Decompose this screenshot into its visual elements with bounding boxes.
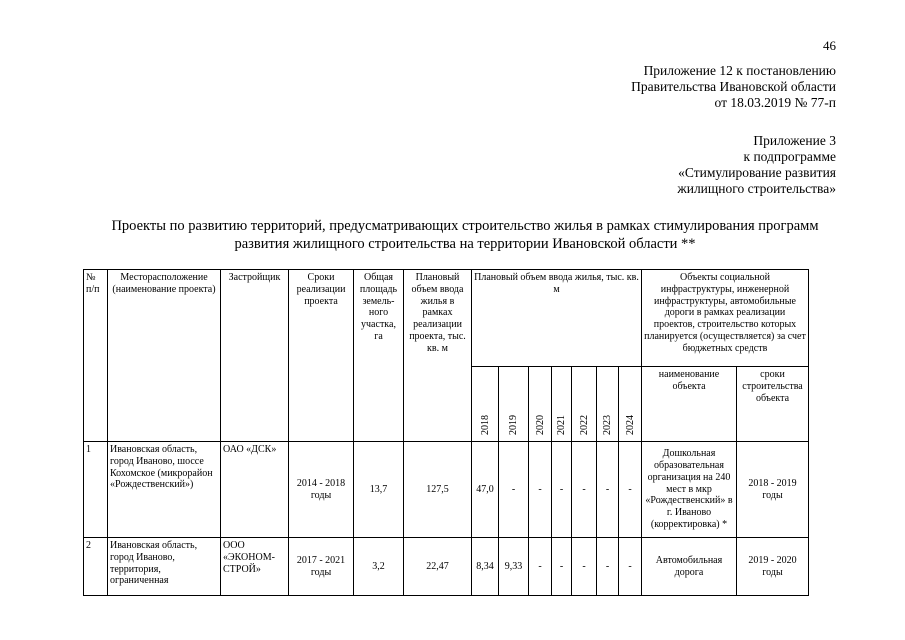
row1-terms: 2014 - 2018 годы	[289, 442, 354, 538]
appendix-12-line2: Правительства Ивановской области	[631, 79, 836, 94]
header-terms: Сроки реализации проекта	[289, 270, 354, 442]
header-area: Общая площадь земель-ного участка, га	[354, 270, 404, 442]
header-year-2019: 2019	[499, 367, 529, 442]
header-object-name: наименование объекта	[642, 367, 737, 442]
row2-terms: 2017 - 2021 годы	[289, 538, 354, 596]
header-year-2021: 2021	[552, 367, 572, 442]
header-num: № п/п	[84, 270, 108, 442]
header-developer: Застройщик	[221, 270, 289, 442]
appendix-3-line3: «Стимулирование развития	[678, 165, 836, 180]
row2-location: Ивановская область, город Иваново, территория, ограниченная	[108, 538, 221, 596]
row2-y2018: 8,34	[472, 538, 499, 596]
row1-location: Ивановская область, город Иваново, шоссе Кохомское (микрорайон «Рождественский»)	[108, 442, 221, 538]
row2-object-name: Автомобильная дорога	[642, 538, 737, 596]
row1-y2024: -	[619, 442, 642, 538]
row2-y2023: -	[597, 538, 619, 596]
row1-planned-total: 127,5	[404, 442, 472, 538]
row2-object-terms: 2019 - 2020 годы	[737, 538, 809, 596]
title-line1: Проекты по развитию территорий, предусматривающих строительство жилья в рамках стимулирования программ	[111, 218, 819, 234]
row2-y2020: -	[529, 538, 552, 596]
title-line2: развития жилищного строительства на территории Ивановской области **	[234, 236, 696, 252]
document-title	[70, 217, 860, 253]
row1-num: 1	[84, 442, 108, 538]
row2-y2022: -	[572, 538, 597, 596]
row2-planned-total: 22,47	[404, 538, 472, 596]
row2-developer: ООО «ЭКОНОМ-СТРОЙ»	[221, 538, 289, 596]
appendix-3-line1: Приложение 3	[753, 133, 836, 148]
appendix-12-line3: от 18.03.2019 № 77-п	[714, 95, 836, 110]
header-social: Объекты социальной инфраструктуры, инженерной инфраструктуры, автомобильные дороги в рамках реализации проектов, строительство которых планируется (осуществляется) за счет бюджетных средств	[642, 270, 809, 367]
appendix-12-line1: Приложение 12 к постановлению	[643, 63, 836, 78]
row2-num: 2	[84, 538, 108, 596]
header-planned-by-year: Плановый объем ввода жилья, тыс. кв. м	[472, 270, 642, 367]
header-location: Месторасположение (наименование проекта)	[108, 270, 221, 442]
table-row	[84, 538, 809, 596]
header-year-2018: 2018	[472, 367, 499, 442]
header-object-terms: сроки строительства объекта	[737, 367, 809, 442]
table-header-row-1	[84, 270, 809, 367]
appendix-3-line4: жилищного строительства»	[677, 181, 836, 196]
row1-y2023: -	[597, 442, 619, 538]
row1-y2021: -	[552, 442, 572, 538]
row1-y2018: 47,0	[472, 442, 499, 538]
appendix-3-line2: к подпрограмме	[743, 149, 836, 164]
header-year-2023: 2023	[597, 367, 619, 442]
appendix-3-header	[677, 133, 836, 197]
row1-y2019: -	[499, 442, 529, 538]
row2-y2021: -	[552, 538, 572, 596]
row1-object-name: Дошкольная образовательная организация на 240 мест в мкр «Рождественский» в г. Иваново (корректировка) *	[642, 442, 737, 538]
row1-object-terms: 2018 - 2019 годы	[737, 442, 809, 538]
row2-y2024: -	[619, 538, 642, 596]
header-year-2020: 2020	[529, 367, 552, 442]
projects-table	[83, 269, 809, 596]
row1-developer: ОАО «ДСК»	[221, 442, 289, 538]
header-planned-total: Плановый объем ввода жилья в рамках реализации проекта, тыс. кв. м	[404, 270, 472, 442]
row2-y2019: 9,33	[499, 538, 529, 596]
row1-y2020: -	[529, 442, 552, 538]
header-year-2022: 2022	[572, 367, 597, 442]
appendix-12-header	[631, 63, 836, 111]
row1-area: 13,7	[354, 442, 404, 538]
table-row	[84, 442, 809, 538]
header-year-2024: 2024	[619, 367, 642, 442]
page-number: 46	[823, 38, 836, 53]
row1-y2022: -	[572, 442, 597, 538]
row2-area: 3,2	[354, 538, 404, 596]
